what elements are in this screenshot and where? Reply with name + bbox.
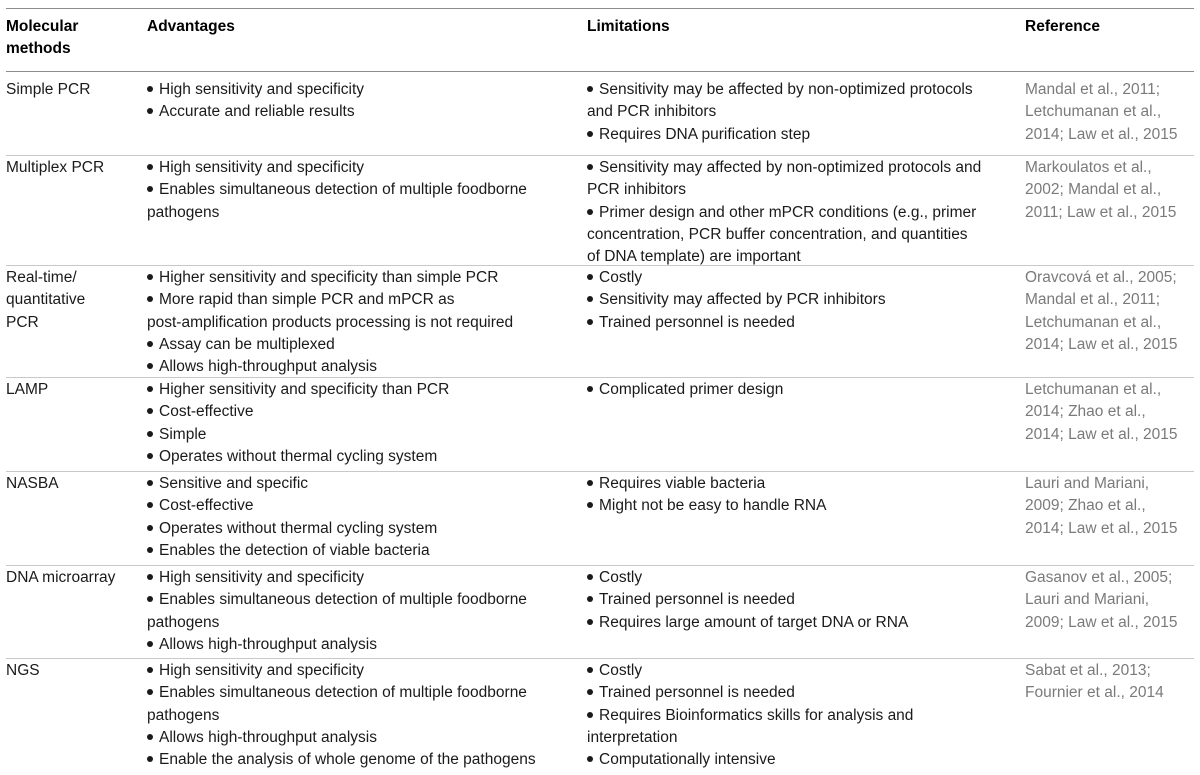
advantage-text: Enables the detection of viable bacteria: [159, 541, 430, 559]
method-cell: Multiplex PCR: [6, 159, 105, 176]
advantage-text: Operates without thermal cycling system: [159, 519, 438, 537]
method-cell: NGS: [6, 662, 40, 679]
limitations-cell: [587, 473, 1027, 518]
reference-cell: Markoulatos et al., 2002; Mandal et al., 2011; Law et al., 2015: [1025, 159, 1177, 221]
advantages-list: [147, 379, 587, 468]
advantage-text: Sensitive and specific: [159, 475, 309, 492]
limitation-text: Requires Bioinformatics skills for analysis and interpretation: [587, 706, 914, 746]
reference-cell: Sabat et al., 2013; Fournier et al., 2014: [1025, 662, 1164, 702]
limitations-cell: [587, 379, 1027, 401]
limitations-list: [587, 267, 1027, 334]
bullet-icon: [587, 386, 593, 392]
method-cell: Simple PCR: [6, 81, 91, 98]
bullet-icon: [147, 86, 153, 92]
advantage-text: High sensitivity and specificity: [159, 662, 365, 679]
advantage-text: Accurate and reliable results: [159, 103, 355, 121]
header-reference: Reference: [1025, 18, 1100, 35]
advantage-text: Enables simultaneous detection of multiple foodborne pathogens: [147, 684, 527, 724]
list-item: [147, 518, 587, 540]
list-item: [587, 202, 1027, 269]
limitation-text: Costly: [599, 569, 643, 586]
limitations-list: [587, 79, 1027, 146]
bullet-icon: [147, 431, 153, 437]
advantages-cell: [147, 157, 587, 224]
bullet-icon: [587, 756, 593, 762]
advantages-cell: [147, 79, 587, 124]
bullet-icon: [147, 734, 153, 740]
list-item: [587, 612, 1027, 634]
bullet-icon: [147, 186, 153, 192]
list-item: [587, 589, 1027, 611]
bullet-icon: [587, 319, 593, 325]
method-cell: NASBA: [6, 475, 59, 492]
list-item: [147, 749, 587, 771]
advantage-text: Cost-effective: [159, 403, 254, 421]
bullet-icon: [587, 164, 593, 170]
bullet-icon: [587, 689, 593, 695]
advantage-text: Higher sensitivity and specificity than simple PCR: [159, 269, 499, 286]
bullet-icon: [147, 689, 153, 695]
list-item: [147, 589, 587, 634]
bullet-icon: [147, 756, 153, 762]
list-item: [147, 473, 587, 495]
list-item: [147, 727, 587, 749]
reference-cell: Oravcová et al., 2005; Mandal et al., 2011; Letchumanan et al., 2014; Law et al., 2015: [1025, 269, 1178, 353]
list-item: [587, 379, 1027, 401]
limitations-cell: [587, 79, 1027, 146]
limitation-text: Sensitivity may be affected by non-optimized protocols and PCR inhibitors: [587, 81, 973, 121]
advantage-text: Enables simultaneous detection of multiple foodborne pathogens: [147, 181, 527, 221]
advantages-list: [147, 79, 587, 124]
list-item: [587, 79, 1027, 124]
advantages-list: [147, 157, 587, 224]
limitation-text: Sensitivity may affected by non-optimized protocols and PCR inhibitors: [587, 159, 982, 199]
list-item: [587, 660, 1027, 682]
header-limitations: Limitations: [587, 18, 670, 35]
list-item: [147, 101, 587, 123]
limitation-text: Sensitivity may affected by PCR inhibitors: [599, 291, 886, 309]
limitation-text: Requires viable bacteria: [599, 475, 766, 492]
list-item: [587, 312, 1027, 334]
list-item: [147, 682, 587, 727]
bullet-icon: [587, 574, 593, 580]
bullet-icon: [147, 164, 153, 170]
limitations-cell: [587, 267, 1027, 334]
bullet-icon: [147, 108, 153, 114]
list-item: [587, 157, 1027, 202]
advantage-text: Allows high-throughput analysis: [159, 635, 377, 653]
bullet-icon: [147, 574, 153, 580]
bullet-icon: [587, 274, 593, 280]
list-item: [587, 124, 1027, 146]
list-item: [147, 495, 587, 517]
method-cell: DNA microarray: [6, 569, 116, 586]
advantage-text: Assay can be multiplexed: [159, 335, 335, 353]
bullet-icon: [587, 480, 593, 486]
header-method: Molecular methods: [6, 18, 79, 58]
limitation-text: Requires DNA purification step: [599, 125, 811, 143]
list-item: [587, 289, 1027, 311]
table-top-rule: [6, 8, 1194, 9]
limitation-text: Primer design and other mPCR conditions (e.g., primer concentration, PCR buffer concentration, and quantities of DNA template) are important: [587, 203, 977, 266]
limitations-cell: [587, 660, 1027, 771]
list-item: [147, 446, 587, 468]
limitation-text: Complicated primer design: [599, 381, 784, 398]
list-item: [147, 289, 587, 334]
list-item: [147, 634, 587, 656]
limitation-text: Costly: [599, 662, 643, 679]
advantages-list: [147, 567, 587, 656]
advantage-text: Higher sensitivity and specificity than PCR: [159, 381, 450, 398]
limitation-text: Trained personnel is needed: [599, 313, 795, 331]
advantage-text: High sensitivity and specificity: [159, 81, 365, 98]
bullet-icon: [147, 386, 153, 392]
reference-cell: Lauri and Mariani, 2009; Zhao et al., 2014; Law et al., 2015: [1025, 475, 1178, 537]
list-item: [147, 334, 587, 356]
header-rule: [6, 71, 1194, 72]
row-divider: [6, 377, 1194, 378]
advantages-list: [147, 660, 587, 771]
bullet-icon: [147, 667, 153, 673]
bullet-icon: [587, 86, 593, 92]
advantages-cell: [147, 567, 587, 656]
list-item: [147, 157, 587, 179]
bullet-icon: [587, 131, 593, 137]
bullet-icon: [587, 667, 593, 673]
bullet-icon: [147, 408, 153, 414]
list-item: [147, 79, 587, 101]
row-divider: [6, 471, 1194, 472]
reference-cell: Mandal et al., 2011; Letchumanan et al., 2014; Law et al., 2015: [1025, 81, 1178, 143]
advantage-text: More rapid than simple PCR and mPCR as post-amplification products processing is not required: [147, 291, 514, 331]
header-advantages: Advantages: [147, 18, 235, 35]
advantage-text: Operates without thermal cycling system: [159, 447, 438, 465]
advantages-cell: [147, 379, 587, 468]
row-divider: [6, 155, 1194, 156]
limitation-text: Requires large amount of target DNA or RNA: [599, 613, 909, 631]
advantage-text: Simple: [159, 425, 207, 443]
list-item: [587, 495, 1027, 517]
advantages-cell: [147, 267, 587, 378]
advantage-text: Allows high-throughput analysis: [159, 728, 377, 746]
limitation-text: Costly: [599, 269, 643, 286]
list-item: [147, 267, 587, 289]
list-item: [147, 401, 587, 423]
advantage-text: High sensitivity and specificity: [159, 569, 365, 586]
bullet-icon: [587, 296, 593, 302]
limitations-list: [587, 379, 1027, 401]
list-item: [587, 473, 1027, 495]
reference-cell: Gasanov et al., 2005; Lauri and Mariani, 2009; Law et al., 2015: [1025, 569, 1178, 631]
bullet-icon: [147, 363, 153, 369]
list-item: [587, 267, 1027, 289]
bullet-icon: [147, 641, 153, 647]
advantage-text: Cost-effective: [159, 497, 254, 515]
list-item: [147, 660, 587, 682]
limitations-cell: [587, 567, 1027, 634]
bullet-icon: [147, 341, 153, 347]
row-divider: [6, 565, 1194, 566]
bullet-icon: [587, 502, 593, 508]
bullet-icon: [147, 547, 153, 553]
advantage-text: Enable the analysis of whole genome of the pathogens: [159, 751, 536, 769]
list-item: [147, 356, 587, 378]
advantage-text: Enables simultaneous detection of multiple foodborne pathogens: [147, 591, 527, 631]
list-item: [147, 424, 587, 446]
limitations-list: [587, 567, 1027, 634]
limitation-text: Computationally intensive: [599, 751, 776, 769]
advantages-list: [147, 267, 587, 378]
row-divider: [6, 658, 1194, 659]
limitations-list: [587, 157, 1027, 268]
advantage-text: High sensitivity and specificity: [159, 159, 365, 176]
list-item: [587, 682, 1027, 704]
bullet-icon: [587, 209, 593, 215]
limitation-text: Trained personnel is needed: [599, 591, 795, 609]
list-item: [147, 540, 587, 562]
list-item: [147, 567, 587, 589]
method-cell: Real-time/ quantitative PCR: [6, 269, 86, 331]
bullet-icon: [147, 480, 153, 486]
list-item: [147, 379, 587, 401]
list-item: [147, 179, 587, 224]
row-divider: [6, 265, 1194, 266]
limitation-text: Trained personnel is needed: [599, 684, 795, 702]
bullet-icon: [147, 453, 153, 459]
advantages-cell: [147, 473, 587, 562]
advantages-cell: [147, 660, 587, 771]
limitation-text: Might not be easy to handle RNA: [599, 497, 827, 515]
bullet-icon: [147, 296, 153, 302]
bullet-icon: [587, 712, 593, 718]
bullet-icon: [147, 596, 153, 602]
bullet-icon: [147, 274, 153, 280]
bullet-icon: [147, 525, 153, 531]
bullet-icon: [587, 596, 593, 602]
bullet-icon: [147, 502, 153, 508]
list-item: [587, 749, 1027, 771]
limitations-list: [587, 660, 1027, 771]
advantages-list: [147, 473, 587, 562]
method-cell: LAMP: [6, 381, 49, 398]
bullet-icon: [587, 619, 593, 625]
advantage-text: Allows high-throughput analysis: [159, 358, 377, 376]
list-item: [587, 705, 1027, 750]
reference-cell: Letchumanan et al., 2014; Zhao et al., 2014; Law et al., 2015: [1025, 381, 1178, 443]
limitations-list: [587, 473, 1027, 518]
list-item: [587, 567, 1027, 589]
limitations-cell: [587, 157, 1027, 268]
